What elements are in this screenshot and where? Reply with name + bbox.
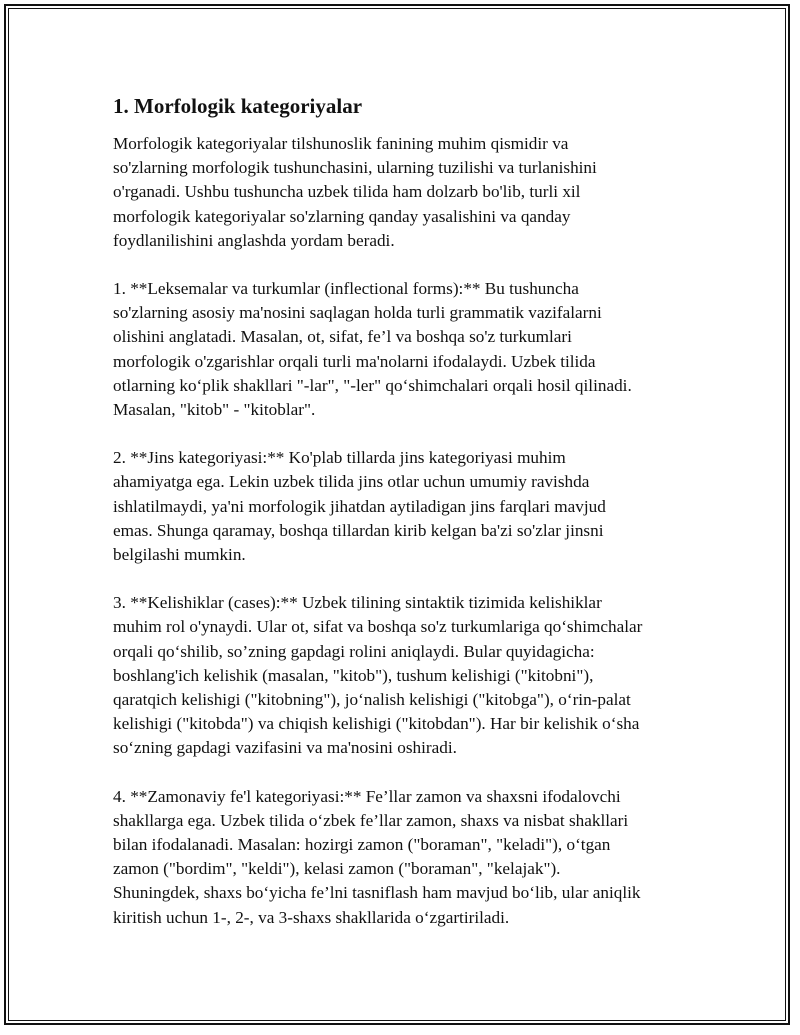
paragraph-jins: 2. **Jins kategoriyasi:** Ko'plab tillarda jins kategoriyasi muhim ahamiyatga ega. Lekin uzbek tilida jins otlar uchun umumiy ravishda ishlatilmaydi, ya'ni morfologik jihatdan aytiladigan jins farqlari mavjud emas. Shunga qaramay, boshqa tillardan kirib kelgan ba'zi so'zlar jinsni belgilashi mumkin. bbox=[113, 448, 606, 565]
paragraph-kelishiklar: 3. **Kelishiklar (cases):** Uzbek tilining sintaktik tizimida kelishiklar muhim rol o'ynaydi. Ular ot, sifat va boshqa so'z turkumlariga qo‘shimchalar orqali qo‘shilib, so’zning gapdagi rolini aniqlaydi. Bular quyidagicha: boshlang'ich kelishik (masalan, "kitob"), tushum kelishigi ("kitobni"), qaratqich kelishigi ("kitobning"), jo‘nalish kelishigi ("kitobga"), o‘rin-palat kelishigi ("kitobda") va chiqish kelishigi ("kitobdan"). Har bir kelishik o‘sha so‘zning gapdagi vazifasini va ma'nosini oshiradi. bbox=[113, 593, 643, 758]
paragraph-intro: Morfologik kategoriyalar tilshunoslik fanining muhim qismidir va so'zlarning morfologik tushunchasini, ularning tuzilishi va turlanishini o'rganadi. Ushbu tushuncha uzbek tilida ham dolzarb bo'lib, turli xil morfologik kategoriyalar so'zlarning qanday yasalishini va qanday foydlanilishini anglashda yordam beradi. bbox=[113, 134, 597, 250]
paragraph-leksemalar: 1. **Leksemalar va turkumlar (inflectional forms):** Bu tushuncha so'zlarning asosiy ma'nosini saqlagan holda turli grammatik vazifalarni olishini anglatadi. Masalan, ot, sifat, fe’l va boshqa so'z turkumlari morfologik o'zgarishlar orqali turli ma'nolarni ifodalaydi. Uzbek tilida otlarning ko‘plik shakllari "-lar", "-ler" qo‘shimchalari orqali hosil qilinadi. Masalan, "kitob" - "kitoblar". bbox=[113, 279, 632, 420]
document-body bbox=[113, 92, 703, 954]
document-title: 1. Morfologik kategoriyalar bbox=[113, 94, 363, 118]
paragraph-zamonaviy-fel: 4. **Zamonaviy fe'l kategoriyasi:** Fe’llar zamon va shaxsni ifodalovchi shakllarga ega. Uzbek tilida o‘zbek fe’llar zamon, shaxs va nisbat shakllari bilan ifodalanadi. Masalan: hozirgi zamon ("boraman", "keladi"), o‘tgan zamon ("bordim", "keldi"), kelasi zamon ("boraman", "kelajak"). Shuningdek, shaxs bo‘yicha fe’lni tasniflash ham mavjud bo‘lib, ular aniqlik kiritish uchun 1-, 2-, va 3-shaxs shakllarida o‘zgartiriladi. bbox=[113, 786, 641, 927]
